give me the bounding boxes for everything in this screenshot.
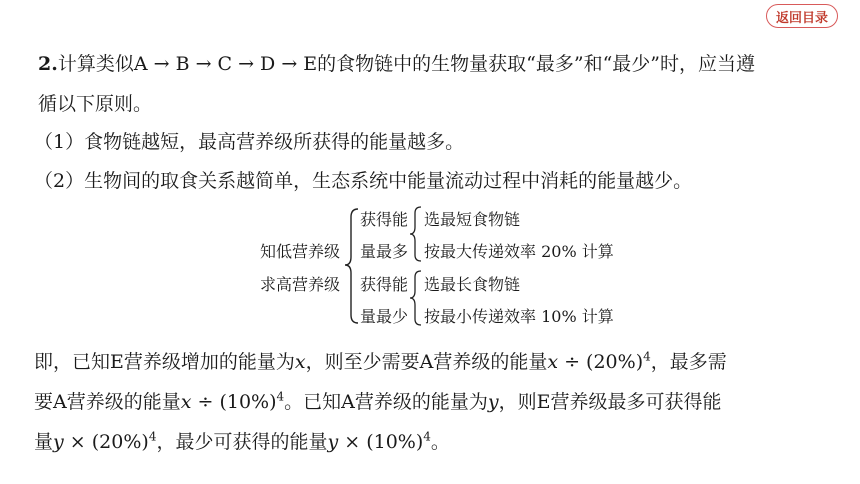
diagram-mid-2: 量最多 — [360, 242, 409, 261]
diagram-right-3: 选最长食物链 — [424, 275, 521, 294]
explanation-text: ，最少可获得的能量 — [156, 431, 328, 453]
math-var-x: x — [294, 351, 306, 373]
principle-1: （1）食物链越短，最高营养级所获得的能量越多。 — [34, 131, 465, 153]
math-power: 4 — [643, 349, 651, 364]
math-pct-10: (10%) — [219, 391, 277, 413]
math-power: 4 — [276, 389, 285, 404]
math-var-x: x — [180, 391, 192, 413]
principle-2: （2）生物间的取食关系越简单，生态系统中能量流动过程中消耗的能量越少。 — [34, 170, 693, 192]
diagram-find-high-level: 求高营养级 — [260, 275, 341, 294]
math-divide: ÷ — [558, 351, 587, 373]
math-divide: ÷ — [191, 391, 220, 413]
energy-rule-diagram — [258, 203, 618, 328]
explanation-line3 — [34, 427, 450, 454]
explanation-text: ，则至少需要A营养级的能量 — [305, 351, 548, 373]
math-var-y: y — [53, 431, 64, 453]
explanation-text: 。 — [430, 431, 450, 453]
diagram-right-2: 按最大传递效率 20% 计算 — [424, 242, 614, 261]
heading-number: 2. — [38, 53, 58, 75]
explanation-text: ，最多需 — [650, 351, 727, 373]
intro-text: 计算类似A → B → C → D → E的食物链中的生物量获取“最多”和“最少”时，应当遵 — [57, 53, 756, 75]
math-pct-20: (20%) — [91, 431, 149, 453]
explanation-text: 即，已知E营养级增加的能量为 — [34, 351, 295, 373]
math-var-x: x — [547, 351, 559, 373]
principle-intro-line1 — [38, 49, 755, 76]
explanation-line2 — [34, 387, 722, 414]
math-var-y: y — [487, 391, 499, 413]
explanation-text: 要A营养级的能量 — [34, 391, 181, 413]
math-times: × — [338, 431, 367, 453]
math-power: 4 — [148, 429, 157, 444]
explanation-text: 量 — [34, 431, 54, 453]
math-power: 4 — [423, 429, 431, 444]
diagram-right-1: 选最短食物链 — [424, 210, 521, 229]
math-var-y: y — [327, 431, 339, 453]
diagram-right-4: 按最小传递效率 10% 计算 — [424, 307, 614, 326]
back-to-contents-button[interactable]: 返回目录 — [766, 4, 838, 28]
explanation-text: ，则E营养级最多可获得能 — [498, 391, 722, 413]
principle-intro-line2: 循以下原则。 — [38, 93, 153, 115]
math-pct-10: (10%) — [366, 431, 424, 453]
explanation-line1 — [34, 347, 727, 374]
math-times: × — [63, 431, 92, 453]
diagram-mid-3: 获得能 — [360, 275, 409, 294]
explanation-text: 。已知A营养级的能量为 — [284, 391, 488, 413]
diagram-mid-4: 量最少 — [360, 307, 409, 326]
diagram-known-low-level: 知低营养级 — [260, 242, 341, 261]
diagram-mid-1: 获得能 — [360, 210, 409, 229]
math-pct-20: (20%) — [586, 351, 644, 373]
